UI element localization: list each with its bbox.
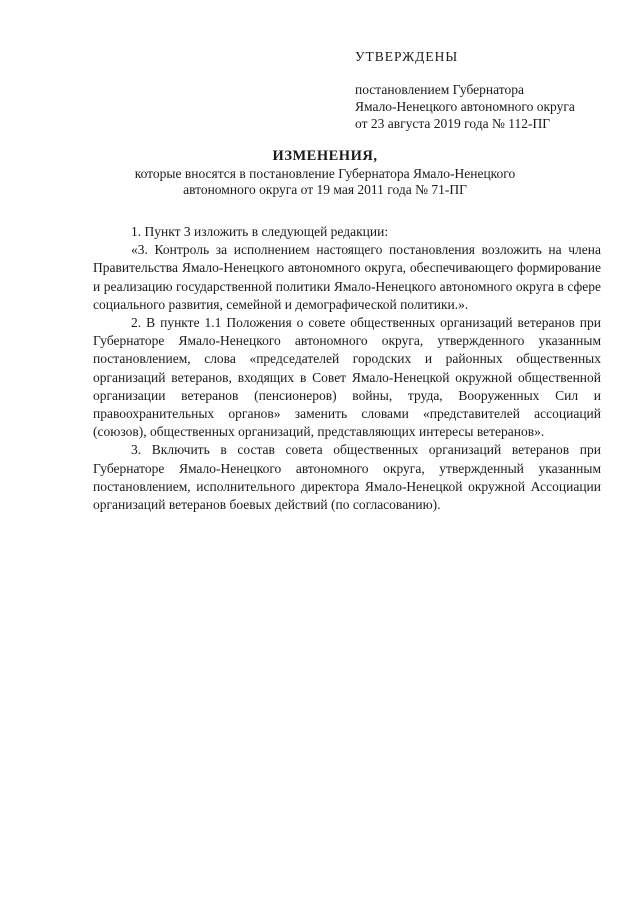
title-line-1: которые вносятся в постановление Губернатора Ямало-Ненецкого <box>134 166 516 181</box>
approval-line-2: Ямало-Ненецкого автономного округа <box>355 99 575 114</box>
approval-label: УТВЕРЖДЕНЫ <box>355 49 459 64</box>
approval-block <box>355 48 615 132</box>
document-body <box>93 223 601 514</box>
paragraph-3: 3. Включить в состав совета общественных организаций ветеранов при Губернаторе Ямало-Ненецкого автономного округа, утвержденный указанным постановлением, исполнительного директора Ямало-Ненецкой окружной Ассоциации организаций ветеранов боевых действий (по согласованию). <box>93 442 601 513</box>
approval-line-3: от 23 августа 2019 года № 112-ПГ <box>355 116 551 131</box>
title-heading: ИЗМЕНЕНИЯ, <box>272 148 378 164</box>
title-line-2: автономного округа от 19 мая 2011 года № 71-ПГ <box>183 182 467 197</box>
paragraph-quote: «3. Контроль за исполнением настоящего постановления возложить на члена Правительства Ямало-Ненецкого автономного округа, обеспечивающего формирование и реализацию государственной политики Ямало-Ненецкого автономного округа в сфере социального развития, семейной и демографической политики.». <box>93 242 601 312</box>
paragraph-1: 1. Пункт 3 изложить в следующей редакции: <box>131 224 389 239</box>
document-title <box>90 148 560 198</box>
paragraph-2: 2. В пункте 1.1 Положения о совете общественных организаций ветеранов при Губернаторе Ямало-Ненецкого автономного округа, утвержденного указанным постановлением, слова «председателей городских и районных общественных организаций ветеранов, входящих в Совет Ямало-Ненецкой окружной общественной организации ветеранов (пенсионеров) войны, труда, Вооруженных Сил и правоохранительных органов» заменить словами «представителей ассоциаций (союзов), общественных организаций, представляющих интересы ветеранов». <box>93 315 601 440</box>
approval-line-1: постановлением Губернатора <box>355 82 524 97</box>
